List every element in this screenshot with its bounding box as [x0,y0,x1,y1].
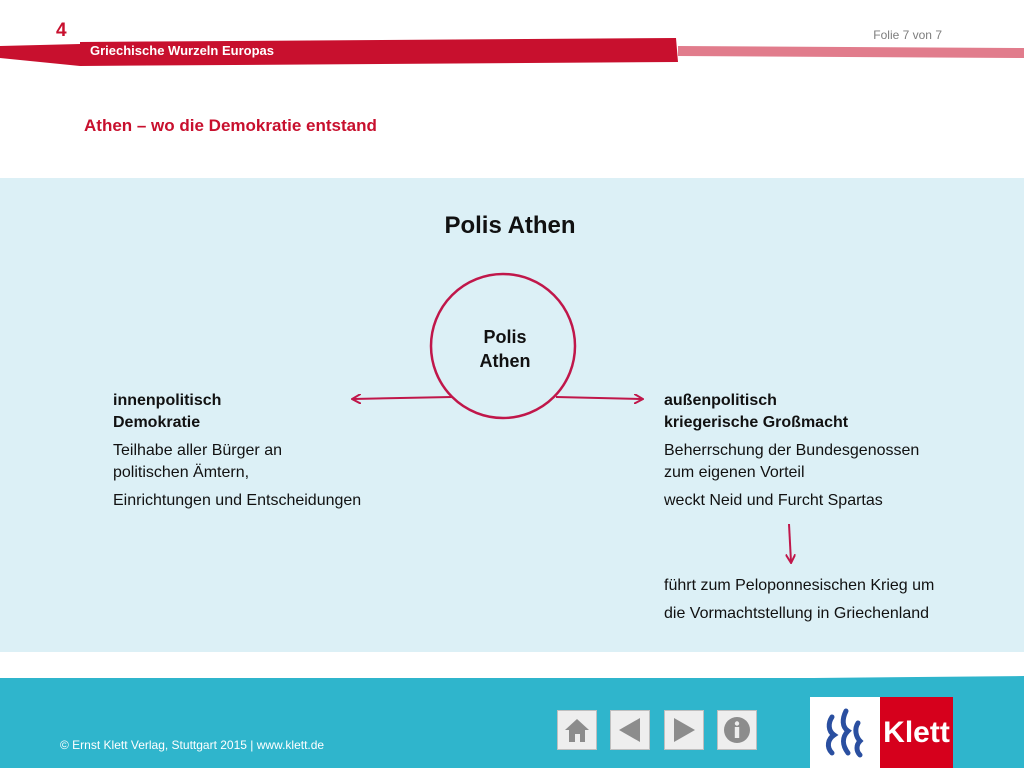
info-icon [722,715,752,745]
home-button[interactable] [557,710,597,750]
arrow-down [789,524,791,562]
consequence-line1: führt zum Peloponnesischen Krieg um [664,577,935,594]
foreign-text-1-line2: zum eigenen Vorteil [664,464,805,481]
consequence-text [664,572,1014,628]
diagram-heading: Polis Athen [444,212,576,239]
slide-counter: Folie 7 von 7 [873,28,942,42]
subject-label: Griechische Wurzeln Europas [90,43,274,58]
arrow-right-icon [669,715,699,745]
arrow-left-icon [615,715,645,745]
circle-label-line2: Athen [479,351,531,371]
slide-subtitle: Athen – wo die Demokratie entstand [84,116,377,135]
foreign-heading: außenpolitisch [664,392,777,409]
next-slide-button[interactable] [664,710,704,750]
foreign-text-2: weckt Neid und Furcht Spartas [664,492,883,509]
circle-label-line1: Polis [483,327,527,347]
domestic-text-1 [113,440,433,484]
info-button[interactable] [717,710,757,750]
klett-emblem-icon [810,697,880,768]
domestic-policy-column [113,390,433,512]
domestic-text-1-line1: Teilhabe aller Bürger an [113,442,282,459]
domestic-text-1-line2: politischen Ämtern, [113,464,250,481]
domestic-text-2: Einrichtungen und Entscheidungen [113,492,362,509]
domestic-subheading: Demokratie [113,414,201,431]
consequence-line2: die Vormachtstellung in Griechenland [664,605,930,622]
arrow-right [556,397,642,399]
domestic-heading: innenpolitisch [113,392,222,409]
chapter-number: 4 [56,20,67,41]
home-icon [562,715,592,745]
foreign-policy-column [664,390,1004,512]
klett-logo-wordmark: Klett [880,697,953,768]
circle-label [440,325,570,373]
previous-slide-button[interactable] [610,710,650,750]
copyright-text: © Ernst Klett Verlag, Stuttgart 2015 | www.klett.de [60,738,325,752]
foreign-text-1 [664,440,1004,484]
foreign-text-1-line1: Beherrschung der Bundesgenossen [664,442,920,459]
foreign-subheading: kriegerische Großmacht [664,414,849,431]
